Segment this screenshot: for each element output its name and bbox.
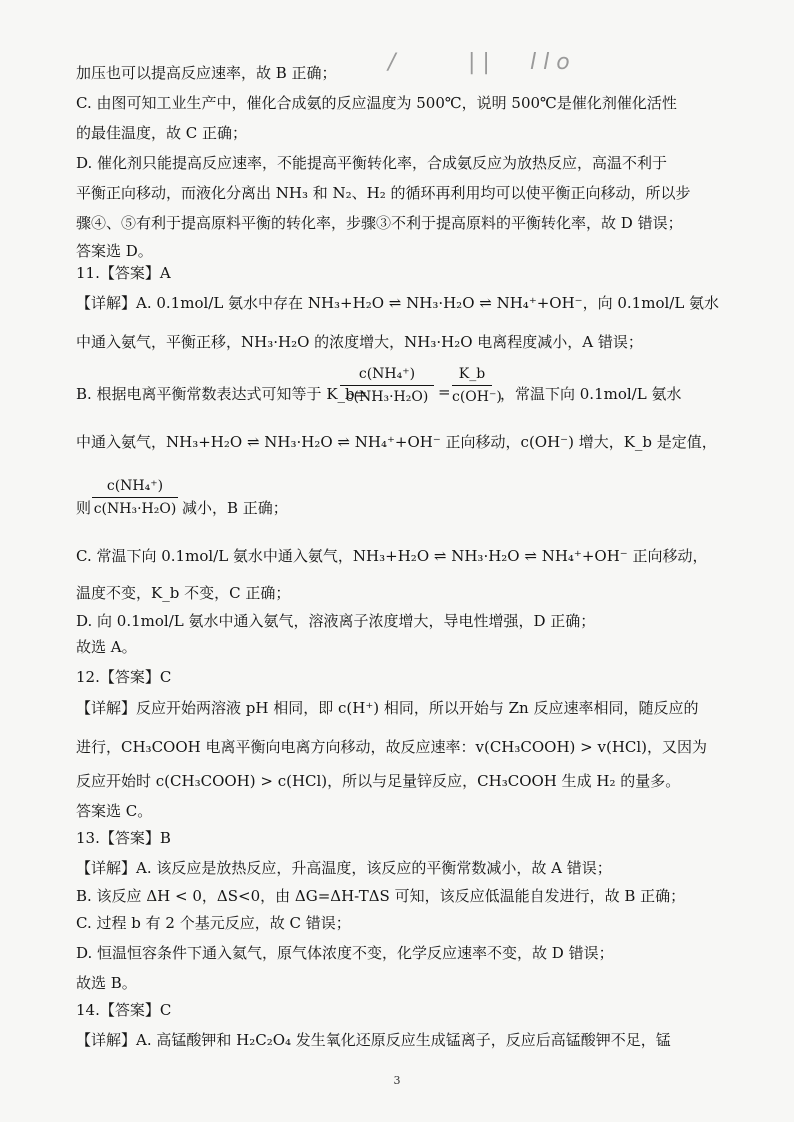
equals-sign: = xyxy=(438,383,451,401)
answer-heading-12: 12.【答案】C xyxy=(76,668,172,686)
text-line: 故选 A。 xyxy=(76,638,137,656)
equation-b-suffix: ，常温下向 0.1mol/L 氨水 xyxy=(500,385,682,403)
text-line: 故选 B。 xyxy=(76,974,137,992)
text-line: 答案选 D。 xyxy=(76,242,153,260)
top-scribble-1: / xyxy=(388,50,396,75)
text-line: C. 过程 b 有 2 个基元反应，故 C 错误； xyxy=(76,914,351,932)
fraction-2-denominator: c(OH⁻) xyxy=(452,389,502,405)
text-line: 【详解】反应开始两溶液 pH 相同，即 c(H⁺) 相同，所以开始与 Zn 反应速率相同，随反应的 xyxy=(76,699,699,717)
text-line: 加压也可以提高反应速率，故 B 正确； xyxy=(76,64,337,82)
equation-b-prefix: B. 根据电离平衡常数表达式可知等于 K_b= xyxy=(76,385,368,403)
text-line: 的最佳温度，故 C 正确； xyxy=(76,124,248,142)
text-line: 【详解】A. 高锰酸钾和 H₂C₂O₄ 发生氧化还原反应生成锰离子，反应后高锰酸钾不足，锰 xyxy=(76,1031,671,1049)
fraction-3-denominator: c(NH₃·H₂O) xyxy=(93,501,177,517)
text-line: C. 由图可知工业生产中，催化合成氨的反应温度为 500℃，说明 500℃是催化剂催化活性 xyxy=(76,94,677,112)
answer-heading-13: 13.【答案】B xyxy=(76,829,171,847)
top-scribble-2: | | xyxy=(468,50,490,75)
text-line: C. 常温下向 0.1mol/L 氨水中通入氨气，NH₃+H₂O ⇌ NH₃·H₂O ⇌ NH₄⁺+OH⁻ 正向移动， xyxy=(76,547,708,565)
page-number: 3 xyxy=(393,1074,401,1087)
answer-heading-14: 14.【答案】C xyxy=(76,1001,172,1019)
equation-then-suffix: 减小，B 正确； xyxy=(182,499,288,517)
text-line: D. 向 0.1mol/L 氨水中通入氨气，溶液离子浓度增大，导电性增强，D 正确； xyxy=(76,612,596,630)
top-scribble-3: l l o xyxy=(530,50,570,75)
fraction-3 xyxy=(92,478,178,517)
text-line: 【详解】A. 0.1mol/L 氨水中存在 NH₃+H₂O ⇌ NH₃·H₂O ⇌ NH₄⁺+OH⁻，向 0.1mol/L 氨水 xyxy=(76,294,720,312)
fraction-3-numerator: c(NH₄⁺) xyxy=(106,478,164,494)
text-line: D. 恒温恒容条件下通入氦气，原气体浓度不变，化学反应速率不变，故 D 错误； xyxy=(76,944,614,962)
text-line: 反应开始时 c(CH₃COOH) > c(HCl)，所以与足量锌反应，CH₃COOH 生成 H₂ 的量多。 xyxy=(76,772,681,790)
text-line: B. 该反应 ΔH < 0，ΔS<0，由 ΔG=ΔH-TΔS 可知，该反应低温能自发进行，故 B 正确； xyxy=(76,887,686,905)
text-line: 【详解】A. 该反应是放热反应，升高温度，该反应的平衡常数减小，故 A 错误； xyxy=(76,859,612,877)
fraction-1 xyxy=(340,366,434,405)
fraction-1-numerator: c(NH₄⁺) xyxy=(358,366,416,382)
text-line: 中通入氨气，NH₃+H₂O ⇌ NH₃·H₂O ⇌ NH₄⁺+OH⁻ 正向移动，c(OH⁻) 增大，K_b 是定值， xyxy=(76,433,717,451)
text-line: D. 催化剂只能提高反应速率，不能提高平衡转化率，合成氨反应为放热反应，高温不利于 xyxy=(76,154,668,172)
text-line: 温度不变，K_b 不变，C 正确； xyxy=(76,584,291,602)
fraction-2 xyxy=(452,366,502,405)
equation-then-prefix: 则 xyxy=(76,499,92,517)
text-line: 骤④、⑤有利于提高原料平衡的转化率，步骤③不利于提高原料的平衡转化率，故 D 错误； xyxy=(76,214,683,232)
text-line: 答案选 C。 xyxy=(76,802,153,820)
text-line: 进行，CH₃COOH 电离平衡向电离方向移动，故反应速率：v(CH₃COOH) > v(HCl)，又因为 xyxy=(76,738,708,756)
text-line: 平衡正向移动，而液化分离出 NH₃ 和 N₂、H₂ 的循环再利用均可以使平衡正向移动，所以步 xyxy=(76,184,691,202)
text-line: 中通入氨气，平衡正移，NH₃·H₂O 的浓度增大，NH₃·H₂O 电离程度减小，A 错误； xyxy=(76,333,643,351)
fraction-2-numerator: K_b xyxy=(458,366,486,382)
answer-heading-11: 11.【答案】A xyxy=(76,264,171,282)
fraction-1-denominator: c(NH₃·H₂O) xyxy=(345,389,429,405)
